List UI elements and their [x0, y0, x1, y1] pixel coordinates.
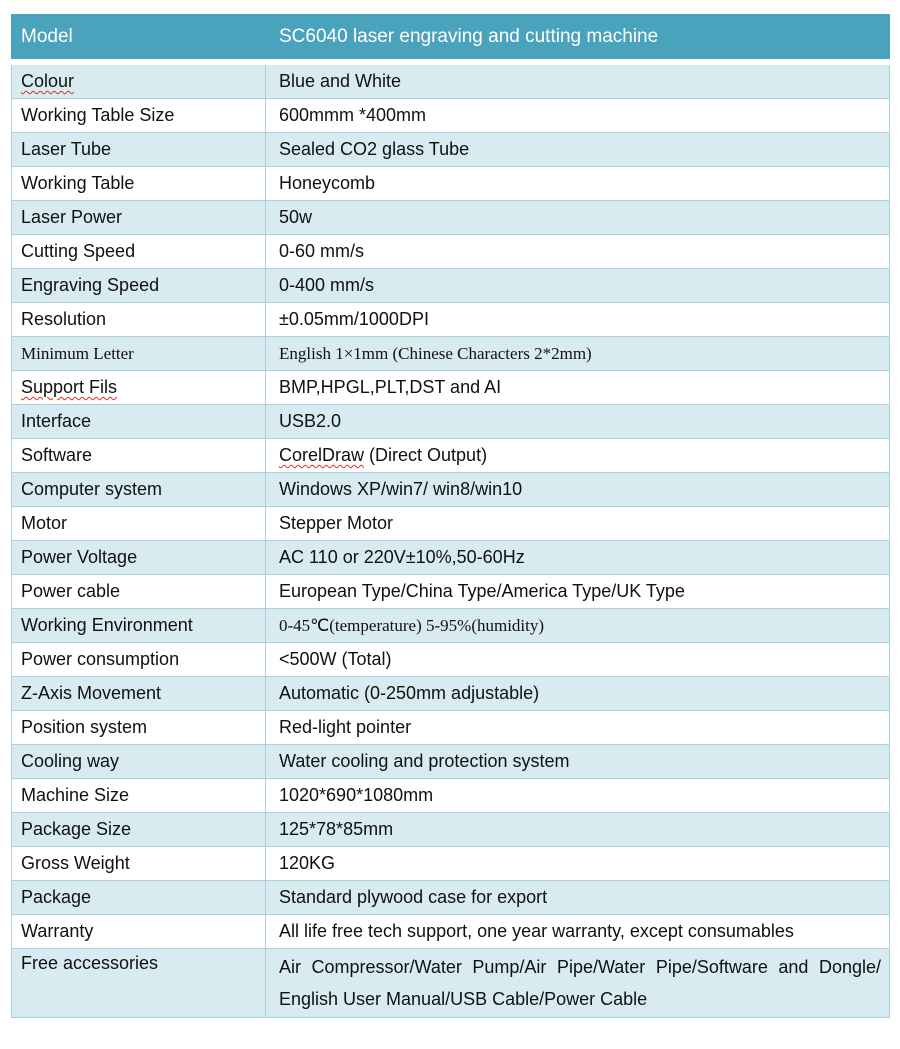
row-label: Working Environment	[12, 609, 266, 643]
row-label: Engraving Speed	[12, 269, 266, 303]
row-label	[12, 371, 266, 405]
spellcheck-word: CorelDraw	[279, 445, 365, 465]
row-value: English 1×1mm (Chinese Characters 2*2mm)	[266, 337, 890, 371]
table-row	[12, 711, 890, 745]
row-label: Minimum Letter	[12, 337, 266, 371]
row-label: Working Table Size	[12, 99, 266, 133]
row-value	[266, 439, 890, 473]
row-label: Power cable	[12, 575, 266, 609]
row-label: Software	[12, 439, 266, 473]
row-label: Laser Tube	[12, 133, 266, 167]
row-label: Motor	[12, 507, 266, 541]
row-value: 120KG	[266, 847, 890, 881]
row-value: Sealed CO2 glass Tube	[266, 133, 890, 167]
table-row	[12, 473, 890, 507]
row-value: Honeycomb	[266, 167, 890, 201]
table-row	[12, 779, 890, 813]
row-label: Interface	[12, 405, 266, 439]
row-value: Air Compressor/Water Pump/Air Pipe/Water Pipe/Software and Dongle/ English User Manual/USB Cable/Power Cable	[266, 949, 890, 1018]
row-label: Computer system	[12, 473, 266, 507]
row-value: USB2.0	[266, 405, 890, 439]
row-value: AC 110 or 220V±10%,50-60Hz	[266, 541, 890, 575]
spec-table	[11, 14, 890, 1018]
row-label: Package	[12, 881, 266, 915]
row-value: 125*78*85mm	[266, 813, 890, 847]
row-label: Z-Axis Movement	[12, 677, 266, 711]
row-label: Machine Size	[12, 779, 266, 813]
table-row	[12, 167, 890, 201]
row-value: Blue and White	[266, 62, 890, 99]
row-value: 0-60 mm/s	[266, 235, 890, 269]
row-value: 0-400 mm/s	[266, 269, 890, 303]
row-label: Cutting Speed	[12, 235, 266, 269]
row-label: Position system	[12, 711, 266, 745]
table-row	[12, 269, 890, 303]
row-label: Gross Weight	[12, 847, 266, 881]
row-label: Laser Power	[12, 201, 266, 235]
row-label: Power consumption	[12, 643, 266, 677]
table-row	[12, 371, 890, 405]
table-row	[12, 62, 890, 99]
table-row	[12, 439, 890, 473]
row-value: Stepper Motor	[266, 507, 890, 541]
table-row	[12, 609, 890, 643]
row-value: ±0.05mm/1000DPI	[266, 303, 890, 337]
row-label: Power Voltage	[12, 541, 266, 575]
row-value: 0-45℃(temperature) 5-95%(humidity)	[266, 609, 890, 643]
row-value: All life free tech support, one year warranty, except consumables	[266, 915, 890, 949]
table-row	[12, 915, 890, 949]
row-value: European Type/China Type/America Type/UK Type	[266, 575, 890, 609]
table-row	[12, 881, 890, 915]
row-value: Automatic (0-250mm adjustable)	[266, 677, 890, 711]
header-label: Model	[12, 15, 266, 63]
row-value-rest: (Direct Output)	[364, 445, 488, 465]
row-value: <500W (Total)	[266, 643, 890, 677]
row-value: Water cooling and protection system	[266, 745, 890, 779]
table-row	[12, 235, 890, 269]
row-value: 1020*690*1080mm	[266, 779, 890, 813]
table-row	[12, 677, 890, 711]
table-row	[12, 575, 890, 609]
spellcheck-word: Colour	[21, 71, 75, 91]
table-row	[12, 745, 890, 779]
header-row	[12, 15, 890, 63]
row-label: Free accessories	[12, 949, 266, 1018]
row-label: Warranty	[12, 915, 266, 949]
table-row	[12, 405, 890, 439]
table-row	[12, 99, 890, 133]
table-row	[12, 201, 890, 235]
table-row	[12, 507, 890, 541]
row-label: Resolution	[12, 303, 266, 337]
row-value: Red-light pointer	[266, 711, 890, 745]
spellcheck-word: Support Fils	[21, 377, 118, 397]
table-row	[12, 541, 890, 575]
row-label: Package Size	[12, 813, 266, 847]
row-label: Working Table	[12, 167, 266, 201]
row-value: 50w	[266, 201, 890, 235]
table-row	[12, 813, 890, 847]
row-value: BMP,HPGL,PLT,DST and AI	[266, 371, 890, 405]
row-label	[12, 62, 266, 99]
row-value: 600mmm *400mm	[266, 99, 890, 133]
table-row	[12, 949, 890, 1018]
row-value: Standard plywood case for export	[266, 881, 890, 915]
table-row	[12, 337, 890, 371]
header-value: SC6040 laser engraving and cutting machine	[266, 15, 890, 63]
table-row	[12, 303, 890, 337]
table-row	[12, 847, 890, 881]
row-label: Cooling way	[12, 745, 266, 779]
table-row	[12, 133, 890, 167]
table-row	[12, 643, 890, 677]
row-value: Windows XP/win7/ win8/win10	[266, 473, 890, 507]
